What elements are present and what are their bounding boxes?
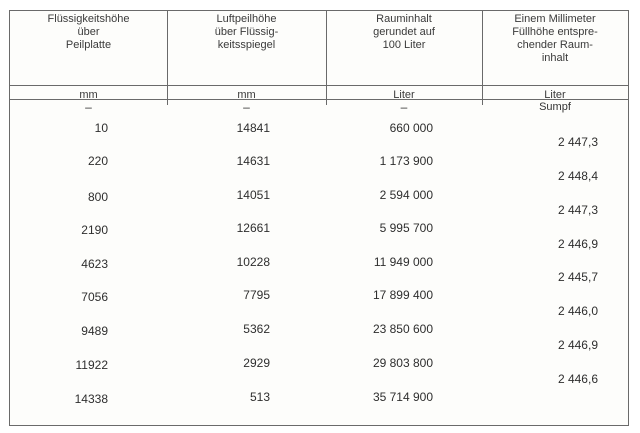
cell-volume: 1 173 900 xyxy=(379,154,433,168)
cell-level: 7056 xyxy=(81,290,108,304)
cell-level: 11922 xyxy=(75,358,108,372)
cell-ullage: 2929 xyxy=(243,356,270,370)
cell-level: 4623 xyxy=(81,257,108,271)
calibration-table xyxy=(9,10,629,426)
cell-ullage: 14841 xyxy=(236,121,270,135)
cell-volume: 17 899 400 xyxy=(372,288,433,302)
cell-volume-per-mm: 2 447,3 xyxy=(557,135,598,149)
cell-volume: 660 000 xyxy=(389,121,433,135)
cell-ullage: 12661 xyxy=(236,221,270,235)
unit-fluid-level: mm xyxy=(79,89,98,101)
header-volume: Rauminhalt gerundet auf 100 Liter xyxy=(373,13,435,51)
cell-ullage: 10228 xyxy=(236,255,270,269)
cell-level: 220 xyxy=(87,154,108,168)
cell-volume: 29 803 800 xyxy=(372,356,433,370)
header-ullage: Luftpeilhöhe über Flüssig- keitsspiegel xyxy=(214,13,279,51)
cell-ullage: 513 xyxy=(249,390,270,404)
header-volume-per-mm: Einem Millimeter Füllhöhe entspre- chender Raum- inhalt xyxy=(512,13,598,64)
dash-ullage: – xyxy=(243,100,250,114)
sump-label: Sumpf xyxy=(539,101,571,113)
dash-volume: – xyxy=(400,100,408,114)
dash-fluid-level: – xyxy=(85,100,92,114)
cell-volume-per-mm: 2 447,3 xyxy=(557,203,598,217)
cell-volume-per-mm: 2 446,9 xyxy=(557,338,598,352)
unit-ullage: mm xyxy=(237,89,256,101)
cell-volume: 5 995 700 xyxy=(379,221,433,235)
header-fluid-level: Flüssigkeitshöhe über Peilplatte xyxy=(47,13,130,51)
cell-level: 14338 xyxy=(74,392,108,406)
header-rule xyxy=(10,85,628,86)
cell-level: 9489 xyxy=(81,324,108,338)
cell-ullage: 14631 xyxy=(236,154,270,168)
unit-volume-per-mm: Liter xyxy=(544,89,566,101)
cell-volume: 23 850 600 xyxy=(372,322,433,336)
unit-volume: Liter xyxy=(393,89,415,101)
cell-level: 10 xyxy=(94,121,108,135)
cell-volume: 35 714 900 xyxy=(372,390,433,404)
cell-volume: 2 594 000 xyxy=(379,188,433,202)
cell-level: 800 xyxy=(87,190,108,204)
cell-volume-per-mm: 2 448,4 xyxy=(557,169,598,183)
cell-ullage: 14051 xyxy=(236,188,270,202)
cell-ullage: 7795 xyxy=(243,288,270,302)
cell-volume-per-mm: 2 446,0 xyxy=(557,304,598,318)
cell-volume-per-mm: 2 446,6 xyxy=(557,372,598,386)
cell-volume-per-mm: 2 445,7 xyxy=(557,270,598,284)
cell-level: 2190 xyxy=(81,223,108,237)
cell-volume: 11 949 000 xyxy=(373,255,433,269)
cell-volume-per-mm: 2 446,9 xyxy=(557,237,598,251)
cell-ullage: 5362 xyxy=(243,322,270,336)
